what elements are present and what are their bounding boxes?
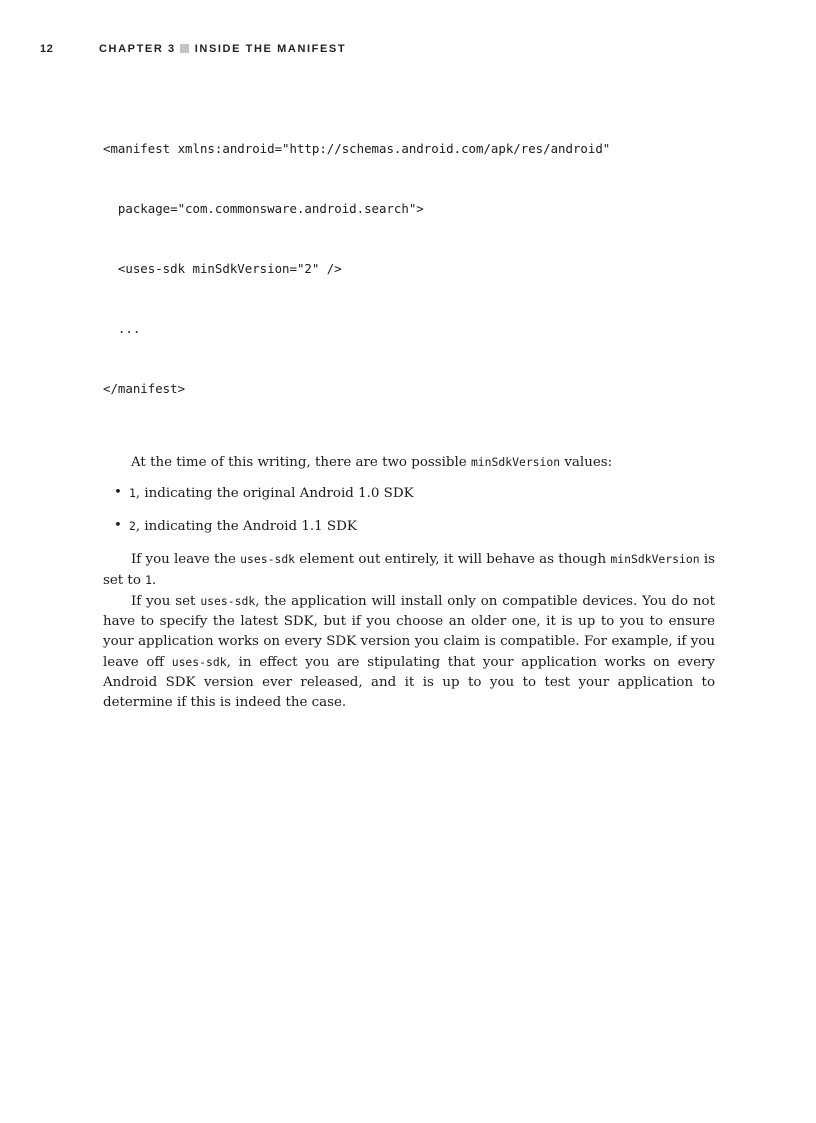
bullet-icon: • [114, 485, 122, 500]
chapter-heading [99, 43, 346, 55]
inline-code: minSdkVersion [470, 455, 561, 469]
list-item-text: , indicating the Android 1.1 SDK [135, 519, 357, 534]
inline-code: 1 [145, 573, 152, 587]
text-run: If you leave the [131, 552, 241, 567]
text-run: is set to [103, 552, 715, 588]
text-run: element out entirely, it will behave as though [295, 552, 611, 567]
inline-code: uses-sdk [240, 552, 296, 566]
text-run: values: [560, 455, 613, 470]
sdk-version-list [103, 483, 715, 537]
inline-code: 2 [129, 519, 136, 533]
code-line: <uses-sdk minSdkVersion="2" /> [103, 261, 342, 276]
inline-code: uses-sdk [200, 594, 256, 608]
text-run: If you set [131, 594, 201, 609]
code-listing [103, 99, 715, 439]
chapter-label: CHAPTER 3 [99, 43, 176, 55]
bullet-icon: • [114, 518, 122, 533]
intro-paragraph [103, 452, 715, 473]
paragraph-leave-uses-sdk [103, 549, 715, 591]
chapter-title: INSIDE THE MANIFEST [194, 43, 347, 55]
page-content [103, 99, 715, 713]
list-item [114, 483, 715, 504]
code-line: </manifest> [103, 381, 186, 396]
list-item-text: , indicating the original Android 1.0 SDK [135, 486, 414, 501]
code-line: ... [103, 321, 141, 336]
text-run: . [152, 573, 157, 588]
text-run: , in effect you are stipulating that your application works on every Android SDK version ever released, and it is up to you to test your application to determine if this is indeed the case. [103, 655, 715, 710]
inline-code: 1 [129, 486, 136, 500]
separator-square-icon [180, 44, 189, 53]
list-item [114, 516, 715, 537]
body-text [103, 452, 715, 713]
text-run: At the time of this writing, there are two possible [131, 455, 471, 470]
paragraph-set-uses-sdk [103, 591, 715, 713]
page-number: 12 [40, 43, 54, 55]
code-line: <manifest xmlns:android="http://schemas.android.com/apk/res/android" [103, 141, 611, 156]
running-head [40, 43, 776, 57]
text-run: , the application will install only on compatible devices. You do not have to specify the latest SDK, but if you choose an older one, it is up to you to ensure your application works on every SDK version you claim is compatible. For example, if you leave off [103, 594, 715, 670]
code-line: package="com.commonsware.android.search"> [103, 201, 424, 216]
inline-code: uses-sdk [171, 655, 227, 669]
inline-code: minSdkVersion [610, 552, 700, 566]
